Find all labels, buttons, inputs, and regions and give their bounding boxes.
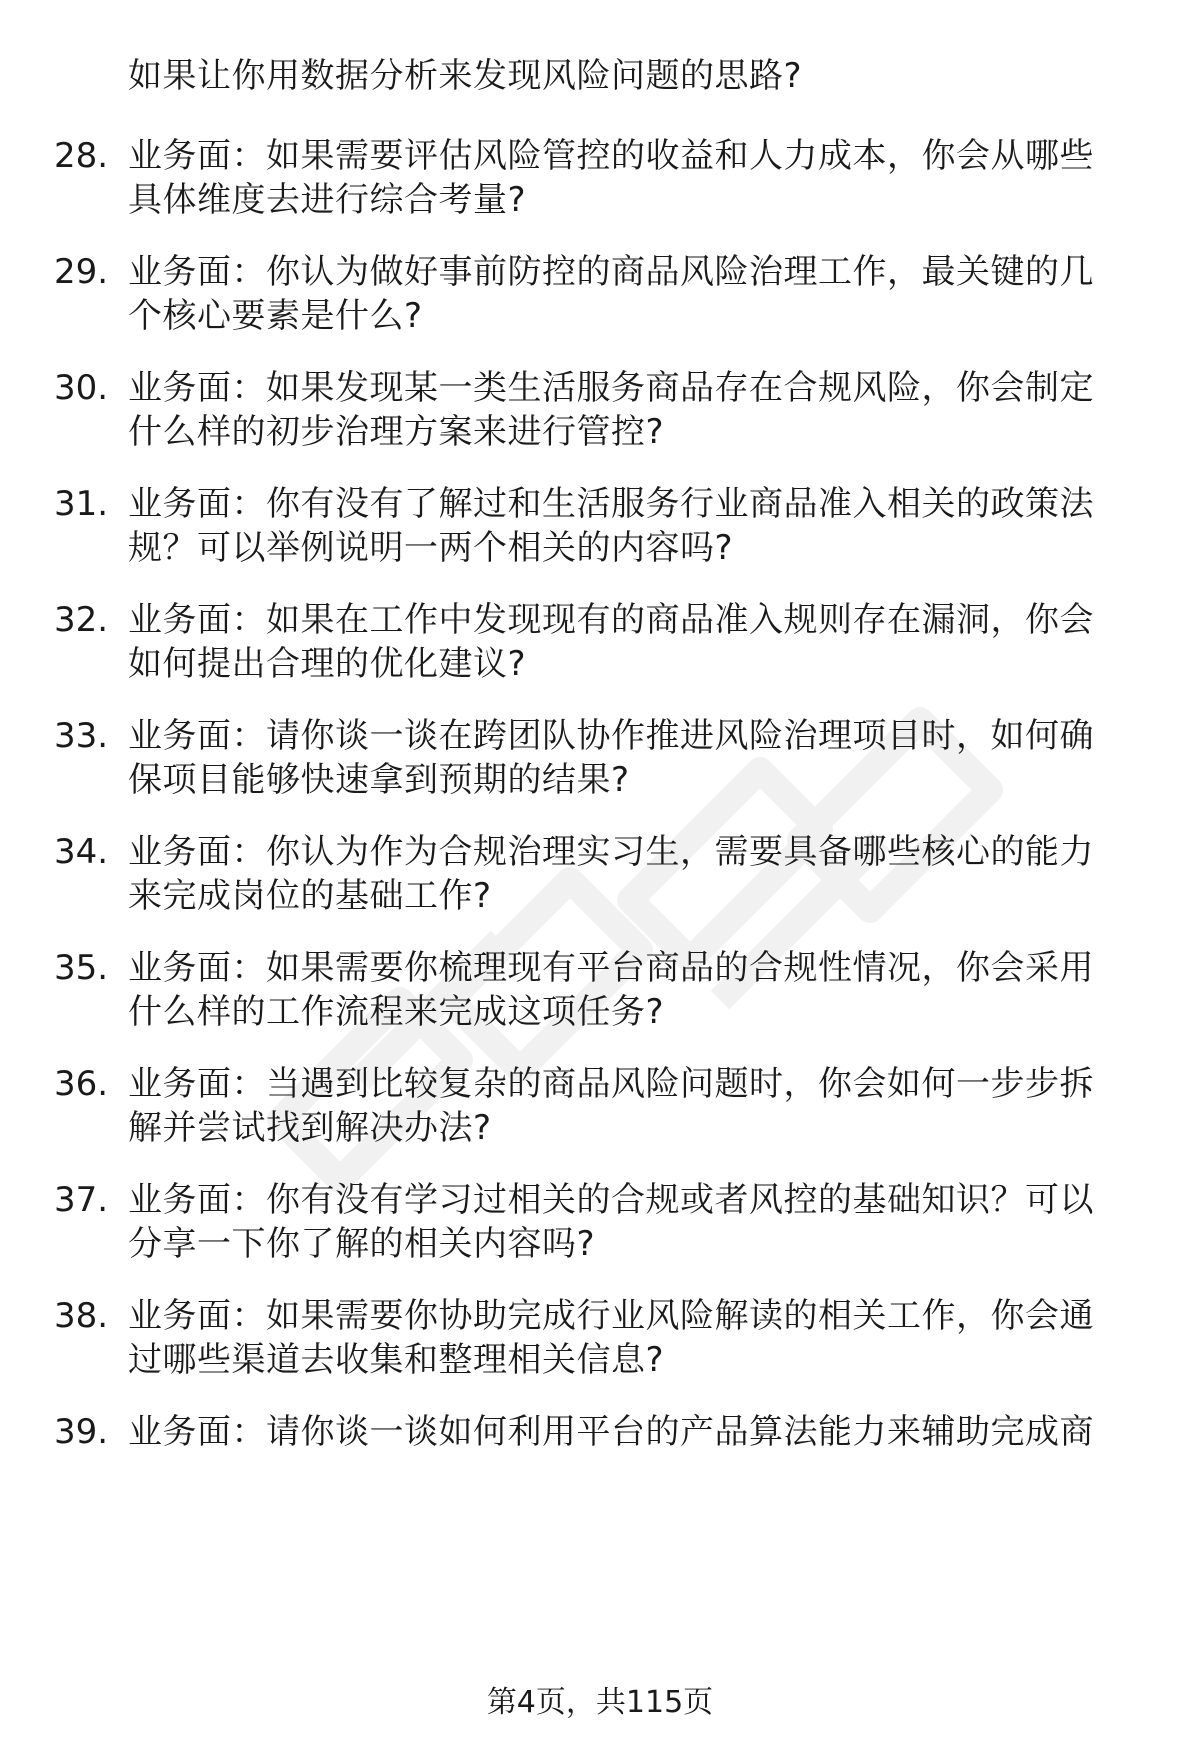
question-number: 28. (54, 136, 109, 176)
question-number: 31. (54, 484, 109, 524)
question-text-line1: 业务面：你有没有学习过相关的合规或者风控的基础知识？可以 (128, 1180, 1094, 1220)
question-number: 39. (54, 1412, 109, 1452)
question-text-line1: 业务面：如果需要你协助完成行业风险解读的相关工作，你会通 (128, 1296, 1094, 1336)
question-text-line2: 规？可以举例说明一两个相关的内容吗? (128, 528, 734, 568)
page-footer: 第4页，共115页 (486, 1685, 714, 1720)
question-text-line2: 具体维度去进行综合考量? (128, 180, 527, 220)
question-text-line1: 业务面：如果需要你梳理现有平台商品的合规性情况，你会采用 (128, 948, 1094, 988)
question-text-line2: 如何提出合理的优化建议? (128, 644, 527, 684)
question-text-line2: 分享一下你了解的相关内容吗? (128, 1224, 596, 1264)
question-text-line2: 来完成岗位的基础工作? (128, 876, 492, 916)
intro-line: 如果让你用数据分析来发现风险问题的思路? (128, 56, 803, 96)
question-number: 35. (54, 948, 109, 988)
question-text-line2: 个核心要素是什么? (128, 296, 423, 336)
question-text-line1: 业务面：如果在工作中发现现有的商品准入规则存在漏洞，你会 (128, 600, 1094, 640)
question-text-line1: 业务面：如果需要评估风险管控的收益和人力成本，你会从哪些 (128, 136, 1094, 176)
question-number: 29. (54, 252, 109, 292)
question-text-line2: 解并尝试找到解决办法? (128, 1108, 492, 1148)
question-text-line2: 什么样的工作流程来完成这项任务? (128, 992, 665, 1032)
question-number: 36. (54, 1064, 109, 1104)
question-number: 34. (54, 832, 109, 872)
question-number: 33. (54, 716, 109, 756)
question-text-line1: 业务面：如果发现某一类生活服务商品存在合规风险，你会制定 (128, 368, 1094, 408)
question-text-line2: 什么样的初步治理方案来进行管控? (128, 412, 665, 452)
question-text-line2: 过哪些渠道去收集和整理相关信息? (128, 1340, 665, 1380)
question-number: 37. (54, 1180, 109, 1220)
question-text-line1: 业务面：你认为做好事前防控的商品风险治理工作，最关键的几 (128, 252, 1094, 292)
question-text-line1: 业务面：你认为作为合规治理实习生，需要具备哪些核心的能力 (128, 832, 1094, 872)
question-number: 38. (54, 1296, 109, 1336)
question-text-line1: 业务面：请你谈一谈在跨团队协作推进风险治理项目时，如何确 (128, 716, 1094, 756)
question-text-line2: 保项目能够快速拿到预期的结果? (128, 760, 630, 800)
question-text-line1: 业务面：你有没有了解过和生活服务行业商品准入相关的政策法 (128, 484, 1094, 524)
question-number: 32. (54, 600, 109, 640)
question-text-line1: 业务面：请你谈一谈如何利用平台的产品算法能力来辅助完成商 (128, 1412, 1094, 1452)
question-text-line1: 业务面：当遇到比较复杂的商品风险问题时，你会如何一步步拆 (128, 1064, 1094, 1104)
question-number: 30. (54, 368, 109, 408)
